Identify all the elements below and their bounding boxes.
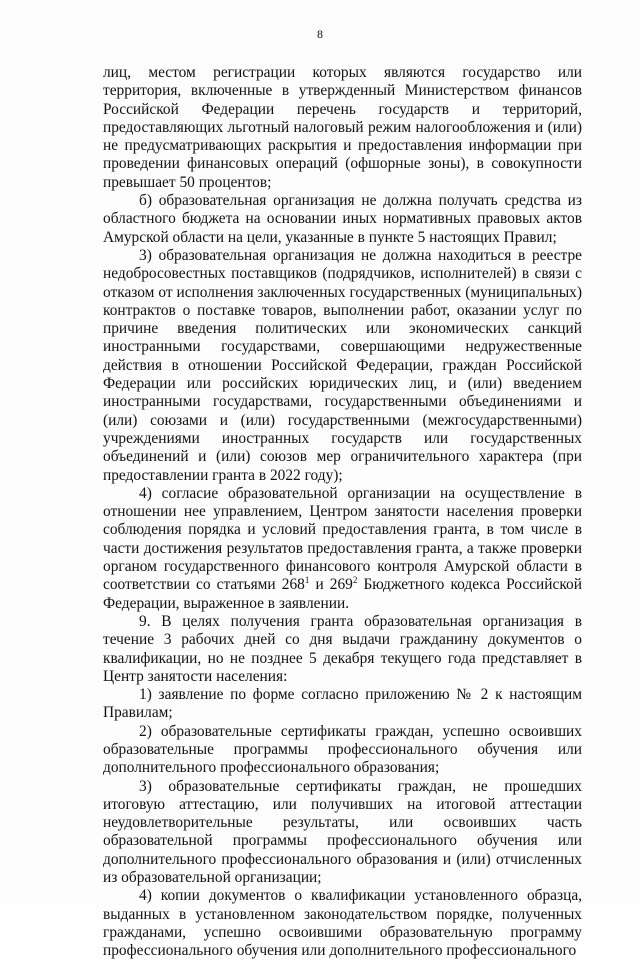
paragraph-9-item-3: 3) образовательные сертификаты граждан, не прошедших итоговую аттестацию, или получивших на итоговой аттестации неудовлетворительные результаты, или освоивших часть образовательной программы профессионального обучения или дополнительного профессионального образования и (или) отчисленных из образовательной организации;: [103, 777, 582, 887]
paragraph-9-item-4: 4) копии документов о квалификации установленного образца, выданных в установленном законодательством порядке, полученных гражданами, успешно освоившими образовательную программу профессионального обучения или дополнительного профессионального: [103, 887, 582, 960]
paragraph-item-4-text-start: 4) согласие образовательной организации на осуществление в отношении нее управлением, Центром занятости населения проверки соблюдения порядка и условий предоставления гранта, в том числе в части достижения результатов предоставления гранта, а также проверки органом государственного финансового контроля Амурской области в соответствии со статьями 268: [103, 484, 582, 594]
page-number: 8: [317, 27, 323, 41]
paragraph-9-item-1: 1) заявление по форме согласно приложению № 2 к настоящим Правилам;: [103, 686, 582, 722]
document-body: [103, 64, 582, 961]
paragraph-item-4-text-middle: и 269: [309, 576, 353, 594]
paragraph-item-3: 3) образовательная организация не должна находиться в реестре недобросовестных поставщиков (подрядчиков, исполнителей) в связи с отказом от исполнения заключенных государственных (муниципальных) контрактов о поставке товаров, выполнении работ, оказании услуг по причине введения политических или экономических санкций иностранными государствами, совершающими недружественные действия в отношении Российской Федерации, граждан Российской Федерации или российских юридических лиц, и (или) введением иностранными государствами, государственными объединениями и (или) союзами и (или) государственными (межгосударственными) учреждениями иностранных государств или государственных объединений и (или) союзов мер ограничительного характера (при предоставлении гранта в 2022 году);: [103, 246, 582, 484]
paragraph-item-b: б) образовательная организация не должна получать средства из областного бюджета на основании иных нормативных правовых актов Амурской области на цели, указанные в пункте 5 настоящих Правил;: [103, 192, 582, 246]
paragraph-9-item-2: 2) образовательные сертификаты граждан, успешно освоивших образовательные программы профессионального обучения или дополнительного профессионального образования;: [103, 722, 582, 777]
paragraph-item-4: [103, 485, 582, 613]
superscript-269: 2: [352, 575, 358, 586]
paragraph-section-9: 9. В целях получения гранта образовательная организация в течение 3 рабочих дней со дня выдачи гражданину документов о квалификации, но не позднее 5 декабря текущего года представляет в Центр занятости населения:: [103, 612, 582, 685]
superscript-268: 1: [304, 575, 310, 586]
paragraph-item-4-text-end: Бюджетного кодекса Российской Федерации, выраженное в заявлении.: [103, 576, 582, 612]
paragraph-offshore-continuation: лиц, местом регистрации которых являются государство или территория, включенные в утвержденный Министерством финансов Российской Федерации перечень государств и территорий, предоставляющих льготный налоговый режим налогообложения и (или) не предусматривающих раскрытия и предоставления информации при проведении финансовых операций (офшорные зоны), в совокупности превышает 50 процентов;: [103, 64, 582, 191]
